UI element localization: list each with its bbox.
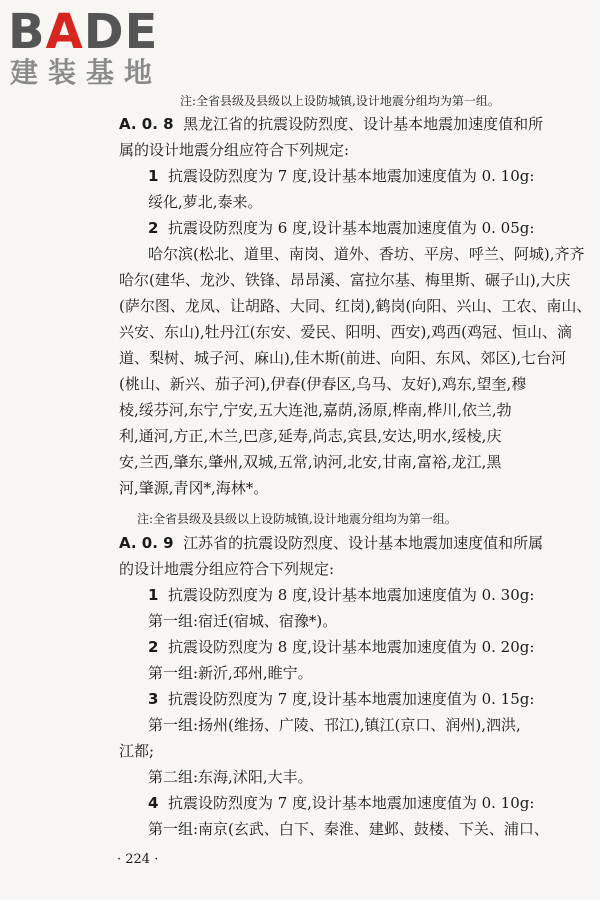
a08-item1-cities: 绥化,萝北,泰来。 <box>148 193 263 211</box>
a08-item2-line: 道、梨树、城子河、麻山),佳木斯(前进、向阳、东风、郊区),七台河 <box>119 349 567 367</box>
a08-title-line1: A. 0. 8 黑龙江省的抗震设防烈度、设计基本地震加速度值和所 <box>119 115 544 133</box>
a09-item2-head: 2 抗震设防烈度为 8 度,设计基本地震加速度值为 0. 20g: <box>148 638 535 656</box>
a08-item2-line: 兴安、东山),牡丹江(东安、爱民、阳明、西安),鸡西(鸡冠、恒山、滴 <box>119 323 572 341</box>
a09-item2-line: 第一组:新沂,邳州,睢宁。 <box>148 664 313 682</box>
a08-item2-line: 安,兰西,肇东,肇州,双城,五常,讷河,北安,甘南,富裕,龙江,黑 <box>119 453 502 471</box>
a09-item3-line: 江都; <box>119 742 155 760</box>
a08-item2-line: 棱,绥芬河,东宁,宁安,五大连池,嘉荫,汤原,桦南,桦川,依兰,勃 <box>119 401 512 419</box>
a09-item1-head: 1 抗震设防烈度为 8 度,设计基本地震加速度值为 0. 30g: <box>148 586 535 604</box>
a09-item1-line: 第一组:宿迁(宿城、宿豫*)。 <box>148 612 338 630</box>
a09-item3-line: 第二组:东海,沭阳,大丰。 <box>148 768 313 786</box>
a08-item2-line: 哈尔(建华、龙沙、铁锋、昂昂溪、富拉尔基、梅里斯、碾子山),大庆 <box>119 271 571 289</box>
a08-item1-head: 1 抗震设防烈度为 7 度,设计基本地震加速度值为 0. 10g: <box>148 167 535 185</box>
a09-item4-line: 第一组:南京(玄武、白下、秦淮、建邺、鼓楼、下关、浦口、 <box>148 820 549 838</box>
a08-title-line2: 属的设计地震分组应符合下列规定: <box>119 141 350 159</box>
a08-item2-line: (桃山、新兴、茄子河),伊春(伊春区,乌马、友好),鸡东,望奎,穆 <box>119 375 527 393</box>
a08-item2-line: 河,肇源,青冈*,海林*。 <box>119 479 269 497</box>
logo-wordmark: BADE <box>8 4 159 60</box>
a09-item4-head: 4 抗震设防烈度为 7 度,设计基本地震加速度值为 0. 10g: <box>148 794 535 812</box>
a08-item2-line: 哈尔滨(松北、道里、南岗、道外、香坊、平房、呼兰、阿城),齐齐 <box>148 245 585 263</box>
page-number: · 224 · <box>117 852 159 867</box>
a08-item2-head: 2 抗震设防烈度为 6 度,设计基本地震加速度值为 0. 05g: <box>148 219 535 237</box>
a09-title-line2: 的设计地震分组应符合下列规定: <box>119 560 335 578</box>
logo-subtitle: 建装基地 <box>10 56 163 89</box>
bade-logo <box>8 6 178 88</box>
a08-item2-line: (萨尔图、龙凤、让胡路、大同、红岗),鹤岗(向阳、兴山、工农、南山、 <box>119 297 592 315</box>
a09-item3-head: 3 抗震设防烈度为 7 度,设计基本地震加速度值为 0. 15g: <box>148 690 535 708</box>
note-2: 注:全省县级及县级以上设防城镇,设计地震分组均为第一组。 <box>137 512 457 526</box>
a08-item2-line: 利,通河,方正,木兰,巴彦,延寿,尚志,宾县,安达,明水,绥棱,庆 <box>119 427 502 445</box>
note-1: 注:全省县级及县级以上设防城镇,设计地震分组均为第一组。 <box>180 94 500 108</box>
a09-item3-line: 第一组:扬州(维扬、广陵、邗江),镇江(京口、润州),泗洪, <box>148 716 521 734</box>
a09-title-line1: A. 0. 9 江苏省的抗震设防烈度、设计基本地震加速度值和所属 <box>119 534 544 552</box>
